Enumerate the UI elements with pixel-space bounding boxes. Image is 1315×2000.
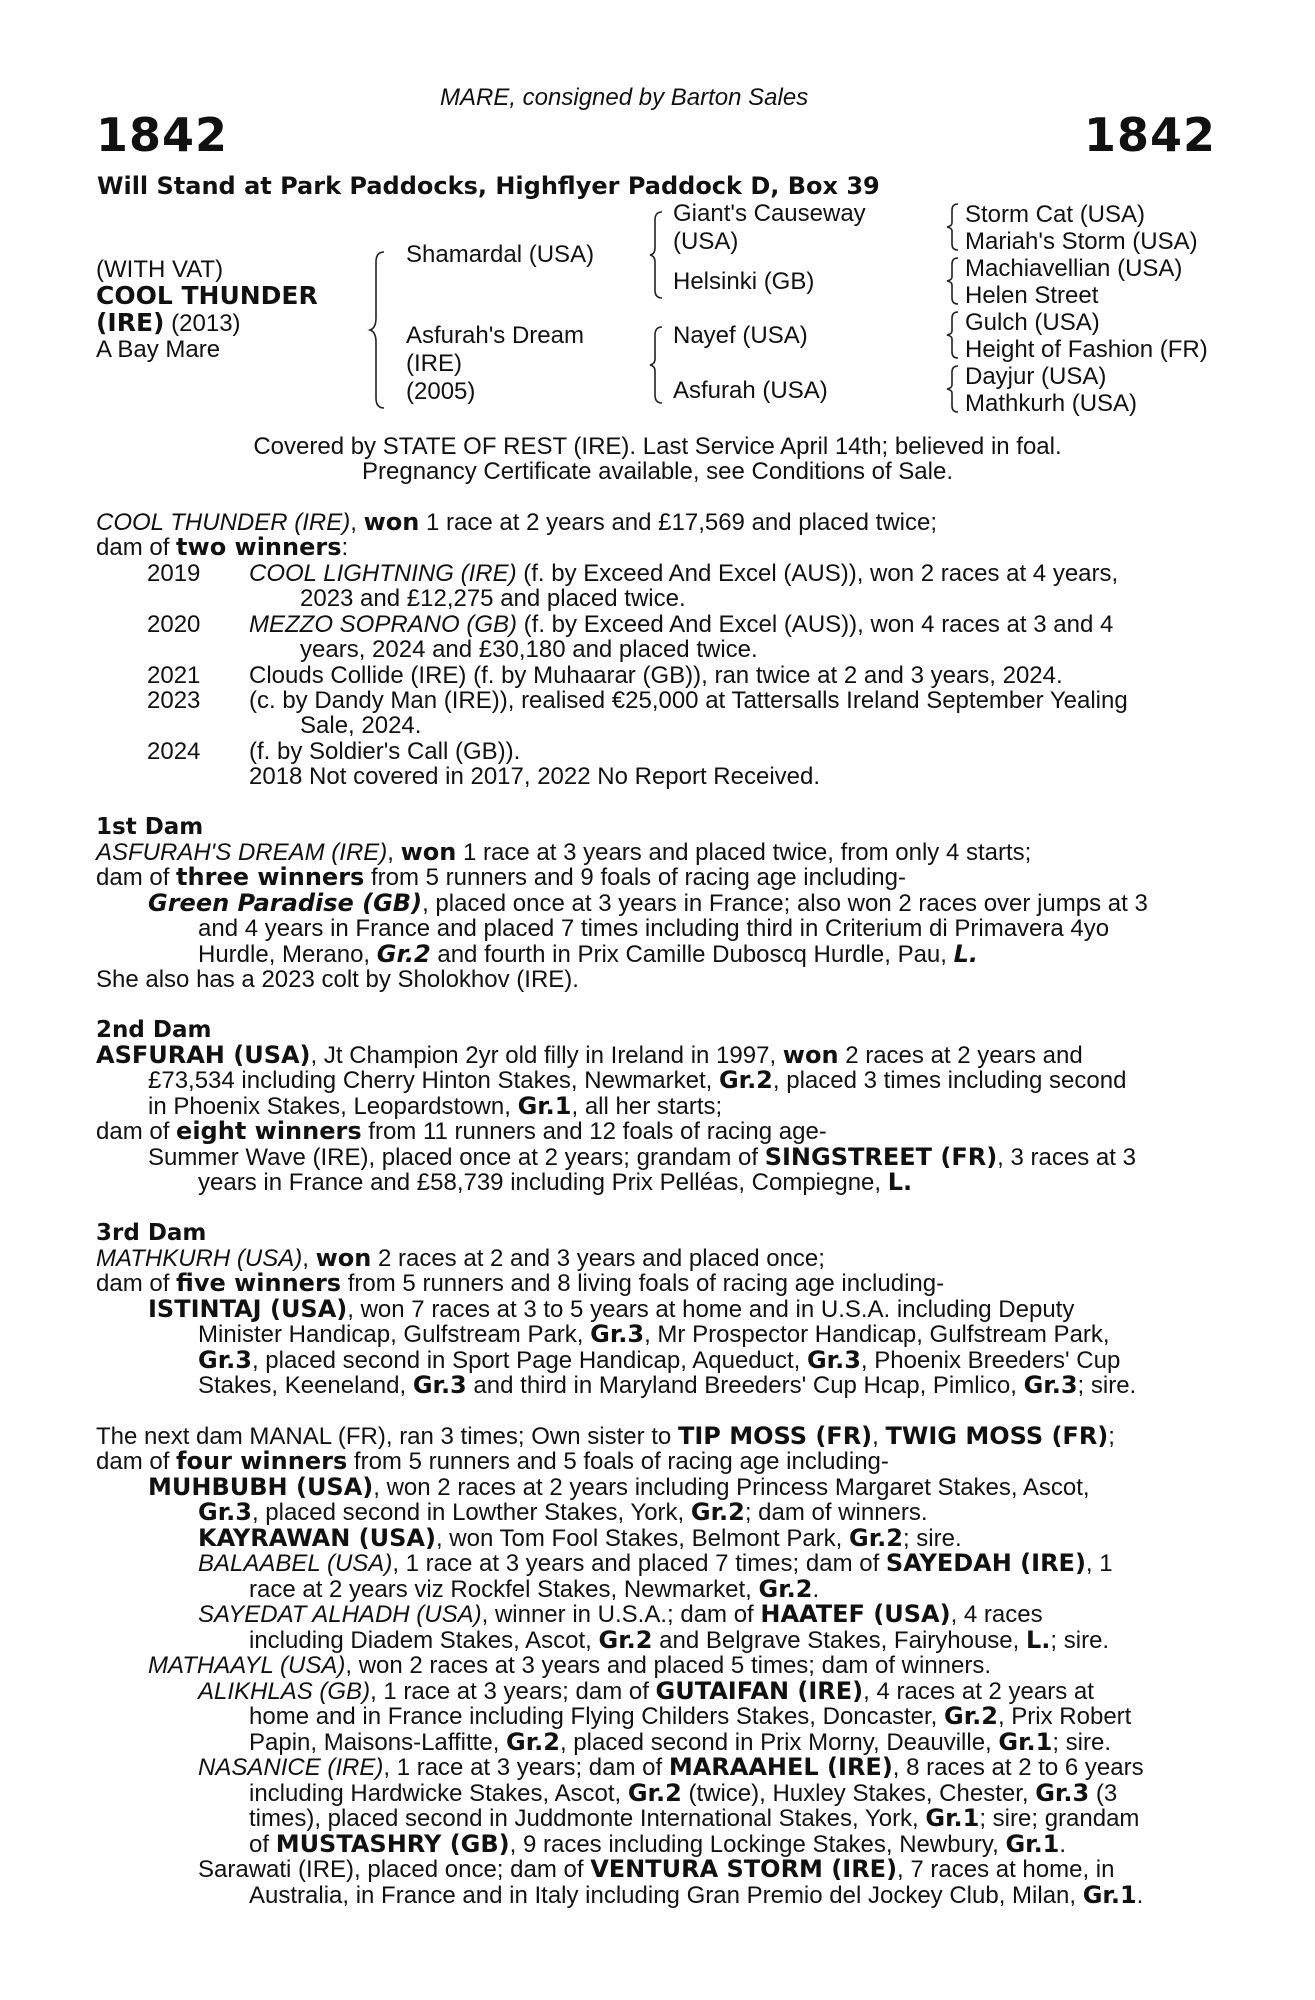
sire-dam: Helsinki (GB): [673, 268, 815, 295]
alikhlas-line1: ALIKHLAS (GB), 1 race at 3 years; dam of GUTAIFAN (IRE), 4 races at 2 years at: [198, 1677, 1094, 1705]
consignment-line: MARE, consigned by Barton Sales: [440, 84, 809, 111]
green-paradise-line2: and 4 years in France and placed 7 times including third in Criterium di Primavera 4yo: [198, 915, 1110, 942]
brace-g2: [947, 256, 961, 306]
kayrawan-line: KAYRAWAN (USA), won Tom Fool Stakes, Belmont Park, Gr.2; sire.: [198, 1524, 962, 1552]
next-dam-line1: The next dam MANAL (FR), ran 3 times; Own sister to TIP MOSS (FR), TWIG MOSS (FR);: [96, 1422, 1115, 1450]
nasanice-line4: of MUSTASHRY (GB), 9 races including Lockinge Stakes, Newbury, Gr.1.: [249, 1830, 1067, 1858]
first-dam-heading: 1st Dam: [96, 814, 204, 840]
nasanice-line3: times), placed second in Juddmonte International Stakes, York, Gr.1; sire; grandam: [249, 1804, 1140, 1832]
ggd-2: Helen Street: [965, 282, 1099, 309]
second-dam-line2: £73,534 including Cherry Hinton Stakes, Newmarket, Gr.2, placed 3 times including second: [148, 1066, 1127, 1094]
ggd-4: Mathkurh (USA): [965, 390, 1138, 417]
produce-year-2024: 2024: [147, 738, 201, 765]
ggs-4: Dayjur (USA): [965, 363, 1107, 390]
sire-sire-line1: Giant's Causeway: [673, 200, 866, 227]
second-dam-heading: 2nd Dam: [96, 1017, 212, 1043]
dam-name-line2: (IRE): [406, 350, 462, 377]
produce-row-2023: (c. by Dandy Man (IRE)), realised €25,000 at Tattersalls Ireland September Yealing: [249, 687, 1128, 714]
stand-location: Will Stand at Park Paddocks, Highflyer Paddock D, Box 39: [97, 172, 880, 200]
covered-line1: Covered by STATE OF REST (IRE). Last Service April 14th; believed in foal.: [253, 433, 1062, 460]
dam-sire: Nayef (USA): [673, 322, 808, 349]
first-dam-also: She also has a 2023 colt by Sholokhov (IRE).: [96, 966, 579, 993]
lot-number-right: 1842: [1084, 108, 1217, 162]
balaabel-line2: race at 2 years viz Rockfel Stakes, Newmarket, Gr.2.: [249, 1575, 820, 1603]
pedigree-brace-main: [370, 250, 390, 410]
vat-note: (WITH VAT): [96, 256, 224, 283]
dam-dam: Asfurah (USA): [673, 377, 828, 404]
nasanice-line1: NASANICE (IRE), 1 race at 3 years; dam of MARAAHEL (IRE), 8 races at 2 to 6 years: [198, 1753, 1144, 1781]
alikhlas-line2: home and in France including Flying Childers Stakes, Doncaster, Gr.2, Prix Robert: [249, 1702, 1132, 1730]
produce-row-2024: (f. by Soldier's Call (GB)).: [249, 738, 521, 765]
second-dam-line1: ASFURAH (USA), Jt Champion 2yr old filly in Ireland in 1997, won 2 races at 2 years and: [96, 1041, 1083, 1069]
second-dam-line3: in Phoenix Stakes, Leopardstown, Gr.1, all her starts;: [148, 1092, 723, 1120]
pedigree-brace-dam: [650, 325, 666, 405]
nasanice-line2: including Hardwicke Stakes, Ascot, Gr.2 (twice), Huxley Stakes, Chester, Gr.3 (3: [249, 1779, 1118, 1807]
dam-name-line3: (2005): [406, 378, 476, 405]
third-dam-line1: MATHKURH (USA), won 2 races at 2 and 3 years and placed once;: [96, 1244, 825, 1272]
ggs-1: Storm Cat (USA): [965, 201, 1146, 228]
brace-g1: [947, 202, 961, 252]
balaabel-line1: BALAABEL (USA), 1 race at 3 years and placed 7 times; dam of SAYEDAH (IRE), 1: [198, 1549, 1113, 1577]
ggd-3: Height of Fashion (FR): [965, 336, 1208, 363]
produce-dam-of: dam of two winners:: [96, 533, 349, 561]
produce-year-2019: 2019: [147, 560, 201, 587]
sarawati-line2: Australia, in France and in Italy including Gran Premio del Jockey Club, Milan, Gr.1.: [249, 1881, 1144, 1909]
ggs-3: Gulch (USA): [965, 309, 1100, 336]
horse-description: A Bay Mare: [96, 336, 221, 363]
muhbubh-line1: MUHBUBH (USA), won 2 races at 2 years including Princess Margaret Stakes, Ascot,: [148, 1473, 1090, 1501]
produce-row-2023-l2: Sale, 2024.: [300, 712, 422, 739]
sire-sire-line2: (USA): [673, 228, 739, 255]
istintaj-line2: Minister Handicap, Gulfstream Park, Gr.3, Mr Prospector Handicap, Gulfstream Park,: [198, 1320, 1110, 1348]
sire-name: Shamardal (USA): [406, 241, 595, 268]
pedigree-brace-sire: [650, 210, 666, 300]
produce-row-2019-l2: 2023 and £12,275 and placed twice.: [300, 585, 686, 612]
produce-intro: COOL THUNDER (IRE), won 1 race at 2 years and £17,569 and placed twice;: [96, 508, 938, 536]
muhbubh-line2: Gr.3, placed second in Lowther Stakes, York, Gr.2; dam of winners.: [198, 1498, 928, 1526]
sayedat-line2: including Diadem Stakes, Ascot, Gr.2 and Belgrave Stakes, Fairyhouse, L.; sire.: [249, 1626, 1110, 1654]
green-paradise-line1: Green Paradise (GB), placed once at 3 years in France; also won 2 races over jumps at 3: [148, 889, 1148, 917]
produce-row-2021: Clouds Collide (IRE) (f. by Muhaarar (GB)), ran twice at 2 and 3 years, 2024.: [249, 662, 1063, 689]
first-dam-dam-of: dam of three winners from 5 runners and 9 foals of racing age including-: [96, 863, 906, 891]
covered-line2: Pregnancy Certificate available, see Conditions of Sale.: [362, 458, 953, 485]
brace-g4: [947, 364, 961, 414]
alikhlas-line3: Papin, Maisons-Laffitte, Gr.2, placed second in Prix Morny, Deauville, Gr.1; sire.: [249, 1728, 1112, 1756]
produce-row-2020: MEZZO SOPRANO (GB) (f. by Exceed And Excel (AUS)), won 4 races at 3 and 4: [249, 611, 1114, 638]
produce-year-2020: 2020: [147, 611, 201, 638]
sayedat-line1: SAYEDAT ALHADH (USA), winner in U.S.A.; dam of HAATEF (USA), 4 races: [198, 1600, 1043, 1628]
produce-year-2021: 2021: [147, 662, 201, 689]
green-paradise-line3: Hurdle, Merano, Gr.2 and fourth in Prix Camille Duboscq Hurdle, Pau, L.: [198, 940, 979, 968]
horse-country-year: (IRE) (2013): [96, 308, 241, 337]
istintaj-line3: Gr.3, placed second in Sport Page Handicap, Aqueduct, Gr.3, Phoenix Breeders' Cup: [198, 1346, 1121, 1374]
mathaayl-line: MATHAAYL (USA), won 2 races at 3 years and placed 5 times; dam of winners.: [148, 1652, 992, 1679]
third-dam-dam-of: dam of five winners from 5 runners and 8 living foals of racing age including-: [96, 1269, 945, 1297]
third-dam-heading: 3rd Dam: [96, 1220, 207, 1246]
dam-name-line1: Asfurah's Dream: [406, 322, 584, 349]
produce-row-2019: COOL LIGHTNING (IRE) (f. by Exceed And Excel (AUS)), won 2 races at 4 years,: [249, 560, 1119, 587]
summer-wave-line1: Summer Wave (IRE), placed once at 2 years; grandam of SINGSTREET (FR), 3 races at 3: [148, 1143, 1136, 1171]
second-dam-dam-of: dam of eight winners from 11 runners and 12 foals of racing age-: [96, 1117, 827, 1145]
summer-wave-line2: years in France and £58,739 including Prix Pelléas, Compiegne, L.: [198, 1168, 913, 1196]
ggd-1: Mariah's Storm (USA): [965, 228, 1198, 255]
lot-number-left: 1842: [96, 108, 229, 162]
produce-year-2023: 2023: [147, 687, 201, 714]
istintaj-line4: Stakes, Keeneland, Gr.3 and third in Maryland Breeders' Cup Hcap, Pimlico, Gr.3; sire.: [198, 1371, 1137, 1399]
produce-note: 2018 Not covered in 2017, 2022 No Report Received.: [249, 763, 821, 790]
produce-row-2020-l2: years, 2024 and £30,180 and placed twice.: [300, 636, 758, 663]
ggs-2: Machiavellian (USA): [965, 255, 1183, 282]
istintaj-line1: ISTINTAJ (USA), won 7 races at 3 to 5 years at home and in U.S.A. including Deputy: [148, 1295, 1075, 1323]
sarawati-line1: Sarawati (IRE), placed once; dam of VENTURA STORM (IRE), 7 races at home, in: [198, 1855, 1115, 1883]
first-dam-line1: ASFURAH'S DREAM (IRE), won 1 race at 3 years and placed twice, from only 4 starts;: [96, 838, 1032, 866]
next-dam-dam-of: dam of four winners from 5 runners and 5 foals of racing age including-: [96, 1447, 889, 1475]
brace-g3: [947, 310, 961, 360]
horse-name: COOL THUNDER: [96, 281, 318, 310]
